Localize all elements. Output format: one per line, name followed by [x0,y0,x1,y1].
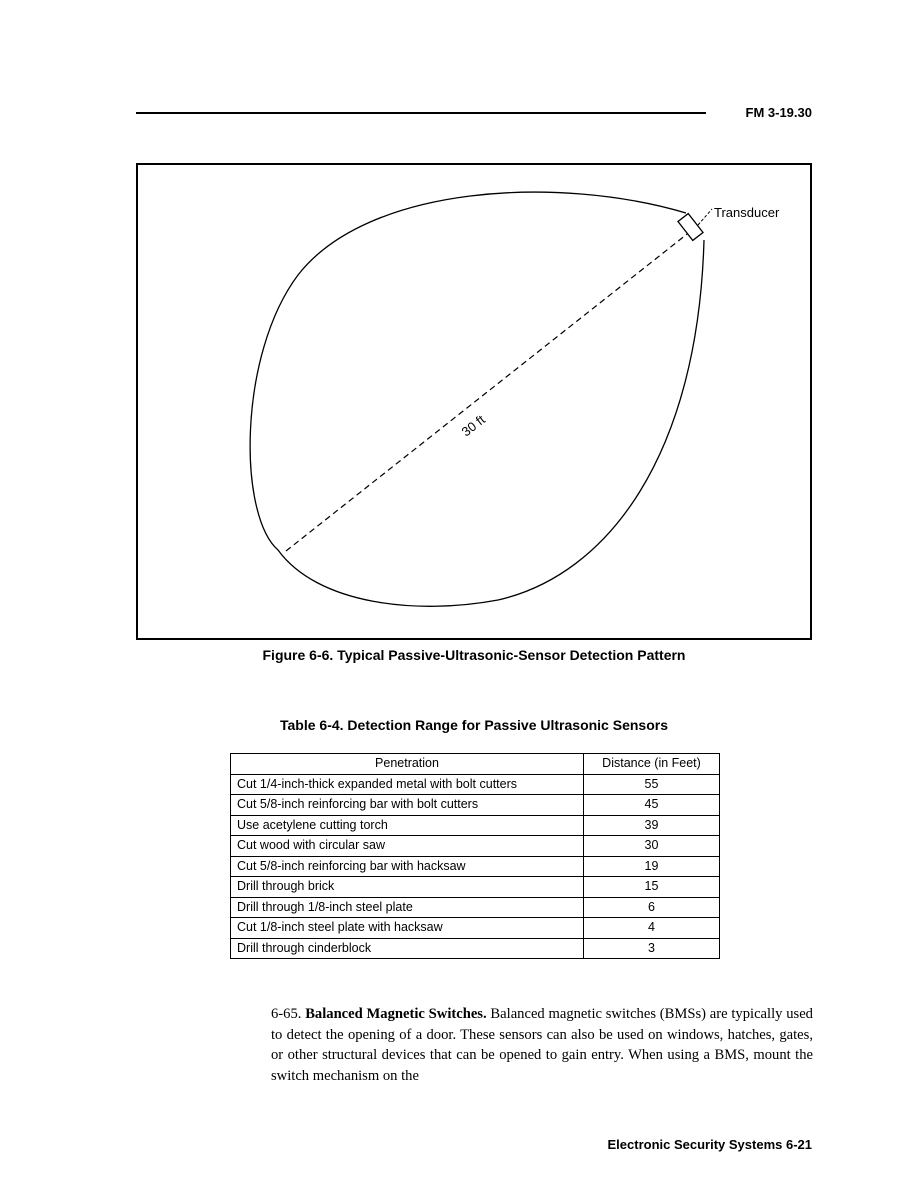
penetration-cell: Cut 1/4-inch-thick expanded metal with bolt cutters [231,774,584,795]
table-row [231,856,720,877]
distance-cell: 4 [584,918,720,939]
penetration-cell: Cut 5/8-inch reinforcing bar with bolt cutters [231,795,584,816]
transducer-label: Transducer [714,205,780,220]
distance-cell: 3 [584,938,720,959]
figure-caption: Figure 6-6. Typical Passive-Ultrasonic-Sensor Detection Pattern [262,647,686,663]
distance-cell: 55 [584,774,720,795]
penetration-cell: Cut wood with circular saw [231,836,584,857]
table-row [231,897,720,918]
distance-cell: 15 [584,877,720,898]
header-distance: Distance (in Feet) [584,754,720,775]
table-title: Table 6-4. Detection Range for Passive Ultrasonic Sensors [280,717,668,733]
distance-cell: 30 [584,836,720,857]
header-rule [136,112,706,114]
body-paragraph [271,1004,813,1086]
table-header-row [231,754,720,775]
distance-cell: 45 [584,795,720,816]
table-row [231,938,720,959]
detection-pattern-diagram [138,165,810,638]
doc-id: FM 3-19.30 [745,105,812,120]
paragraph-heading: Balanced Magnetic Switches. [305,1006,487,1022]
header-penetration: Penetration [231,754,584,775]
penetration-cell: Drill through brick [231,877,584,898]
penetration-cell: Drill through 1/8-inch steel plate [231,897,584,918]
detection-pattern-outline [250,192,704,606]
transducer-leader [698,209,712,225]
paragraph-body: Balanced magnetic switches (BMSs) are typically used to detect the opening of a door. These sensors can also be used on windows, hatches, gates, or other structural devices that can be opened to gain entry. When using a BMS, mount the switch mechanism on the [271,1006,813,1084]
table-row [231,918,720,939]
figure-frame [136,163,812,640]
distance-cell: 6 [584,897,720,918]
paragraph-number: 6-65. [271,1006,302,1022]
penetration-cell: Drill through cinderblock [231,938,584,959]
range-line [286,227,696,551]
table-row [231,836,720,857]
penetration-cell: Cut 5/8-inch reinforcing bar with hacksaw [231,856,584,877]
page-footer: Electronic Security Systems 6-21 [607,1137,812,1152]
distance-label: 30 ft [458,411,488,440]
table-row [231,815,720,836]
detection-range-table [230,753,720,959]
distance-cell: 39 [584,815,720,836]
transducer-box [678,214,703,241]
distance-cell: 19 [584,856,720,877]
penetration-cell: Cut 1/8-inch steel plate with hacksaw [231,918,584,939]
penetration-cell: Use acetylene cutting torch [231,815,584,836]
table-row [231,795,720,816]
table-row [231,877,720,898]
table-row [231,774,720,795]
